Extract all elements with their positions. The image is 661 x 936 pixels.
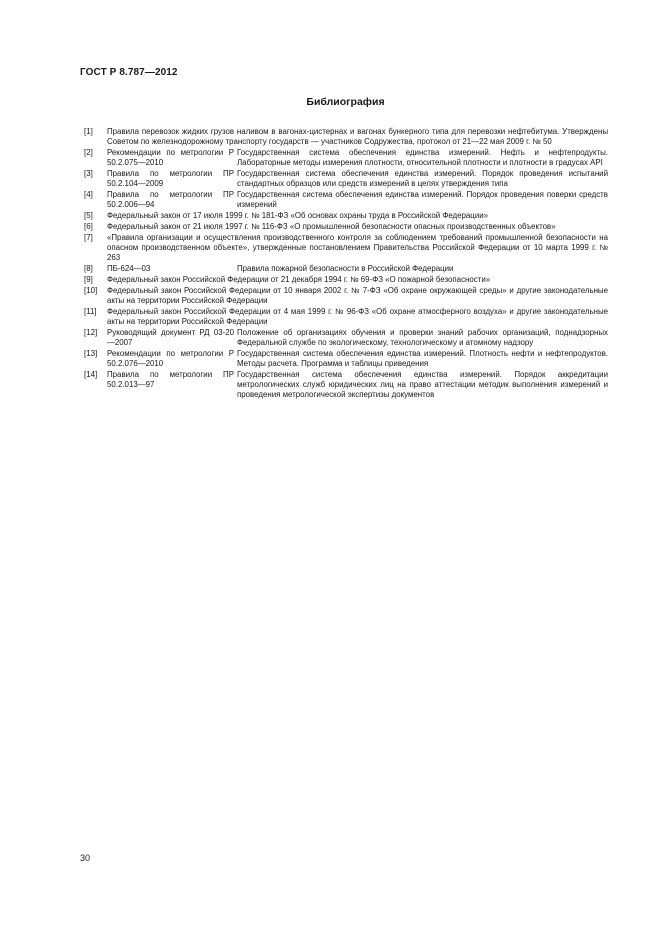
bibliography-entry — [84, 190, 608, 210]
bibliography-entry — [84, 349, 608, 369]
bibliography-entry — [84, 328, 608, 348]
entry-description: Государственная система обеспечения единства измерений. Порядок проведения испытаний стандартных образцов или средств измерений в целях утверждения типа — [237, 169, 608, 188]
entry-description: Государственная система обеспечения единства измерений. Порядок аккредитации метрологических служб юридических лиц на право аттестации методик выполнения измерений и проведения метрологической экспертизы документов — [237, 370, 608, 400]
entry-number: [7] — [84, 233, 93, 243]
entry-number: [3] — [84, 169, 93, 178]
bibliography-heading: Библиография — [306, 96, 385, 108]
entry-source: Рекомендации по метрологии Р 50.2.076—2010 — [107, 349, 234, 369]
entry-source: Правила по метрологии ПР 50.2.013—97 — [107, 370, 234, 390]
entry-text: «Правила организации и осуществления производственного контроля за соблюдением требований промышленной безопасности на опасном производственном объекте», утвержденные постановлением Правительства Российской Федерации от 10 марта 1999 г. № 263 — [107, 233, 608, 262]
entry-number: [2] — [84, 148, 93, 157]
bibliography-entry — [84, 370, 608, 400]
bibliography-entry — [84, 148, 608, 168]
entry-number: [4] — [84, 190, 93, 199]
entry-description: Государственная система обеспечения единства измерений. Порядок проведения поверки средств измерений — [237, 190, 608, 209]
bibliography-entry — [84, 264, 608, 274]
bibliography-entry — [84, 286, 608, 306]
entry-source: Правила по метрологии ПР 50.2.006—94 — [107, 190, 234, 209]
bibliography-entry — [84, 211, 608, 221]
entry-description: Государственная система обеспечения единства измерений. Нефть и нефтепродукты. Лабораторные методы измерения плотности, относительной плотности и плотности в градусах API — [237, 148, 608, 167]
entry-number: [6] — [84, 222, 93, 232]
entry-text: Федеральный закон Российской Федерации от 21 декабря 1994 г. № 69-ФЗ «О пожарной безопасности» — [107, 275, 491, 285]
bibliography-entry — [84, 169, 608, 189]
entry-description: Положение об организациях обучения и проверки знаний рабочих организаций, поднадзорных Федеральной службе по экологическому, технологическому и атомному надзору — [237, 328, 608, 348]
bibliography-entry — [84, 233, 608, 263]
entry-text: Федеральный закон Российской Федерации от 4 мая 1999 г. № 96-ФЗ «Об охране атмосферного воздуха» и другие законодательные акты на территории Российской Федерации — [107, 307, 608, 327]
bibliography-entry — [84, 127, 608, 147]
entry-description: Государственная система обеспечения единства измерений. Плотность нефти и нефтепродуктов. Методы расчета. Программа и таблицы приведения — [237, 349, 608, 369]
entry-source: Руководящий документ РД 03-20—2007 — [107, 328, 234, 348]
entry-text: Федеральный закон Российской Федерации от 10 января 2002 г. № 7-ФЗ «Об охране окружающей среды» и другие законодательные акты на территории Российской Федерации — [107, 286, 608, 306]
entry-source: ПБ-624—03 — [107, 264, 151, 274]
entry-number: [1] — [84, 127, 93, 136]
entry-text: Федеральный закон от 17 июля 1999 г. № 181-ФЗ «Об основах охраны труда в Российской Федерации» — [107, 211, 489, 220]
document-id: ГОСТ Р 8.787—2012 — [80, 67, 178, 78]
entry-number: [8] — [84, 264, 93, 274]
entry-description: Правила пожарной безопасности в Российской Федерации — [237, 264, 454, 274]
entry-source: Правила по метрологии ПР 50.2.104—2009 — [107, 169, 234, 188]
entry-text: Федеральный закон от 21 июля 1997 г. № 116-ФЗ «О промышленной безопасности опасных производственных объектов» — [107, 222, 556, 232]
bibliography-entry — [84, 222, 608, 232]
entry-text: Правила перевозок жидких грузов наливом в вагонах-цистернах и вагонах бункерного типа для перевозки нефтебитума. Утверждены Советом по железнодорожному транспорту государств — участников Содружества, протокол от 21—22 мая 2009 г. № 50 — [107, 127, 608, 146]
entry-source: Рекомендации по метрологии Р 50.2.075—2010 — [107, 148, 234, 167]
entry-number: [12] — [84, 328, 98, 338]
entry-number: [14] — [84, 370, 98, 380]
entry-number: [9] — [84, 275, 93, 285]
entry-number: [11] — [84, 307, 97, 317]
page-number: 30 — [80, 853, 91, 863]
entry-number: [10] — [84, 286, 98, 296]
bibliography-list — [84, 127, 608, 401]
page-title — [0, 96, 661, 108]
entry-number: [13] — [84, 349, 98, 359]
entry-number: [5] — [84, 211, 93, 220]
bibliography-entry — [84, 307, 608, 327]
bibliography-entry — [84, 275, 608, 285]
